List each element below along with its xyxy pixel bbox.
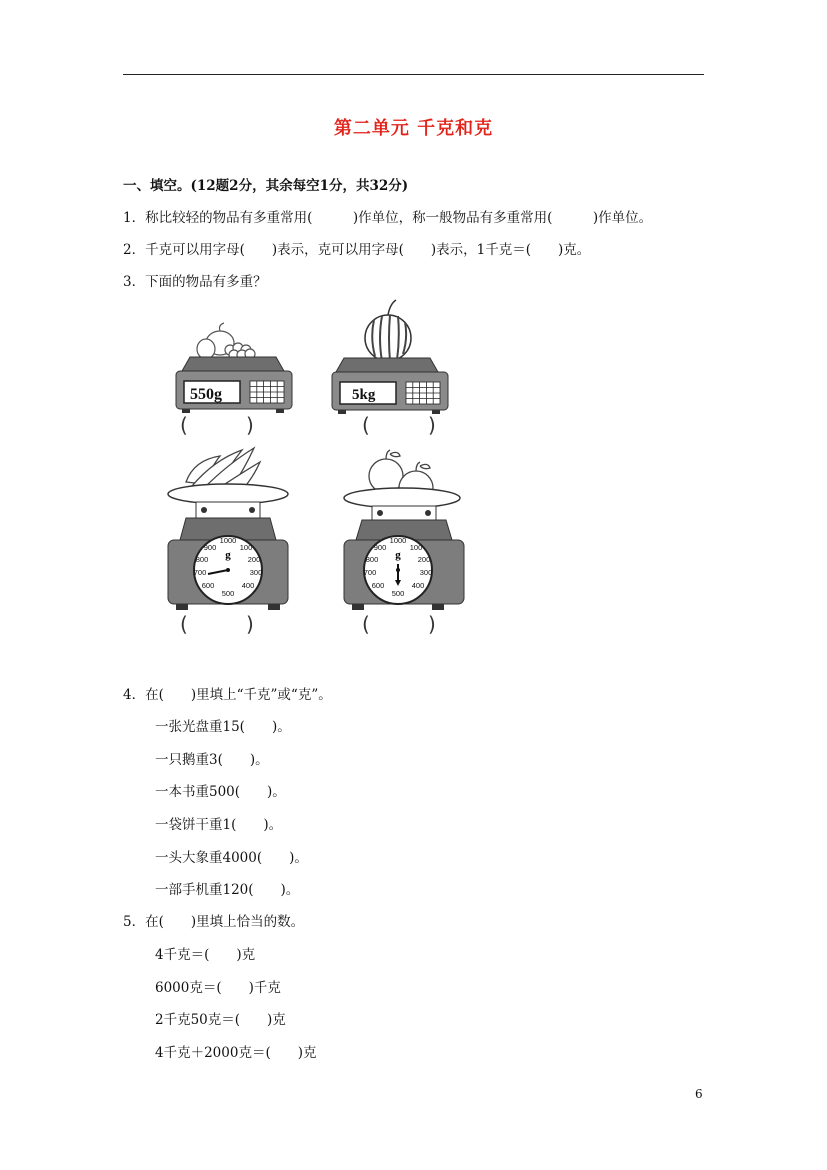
page-title: 第二单元 千克和克: [333, 118, 494, 139]
answer-paren-right: ): [246, 612, 254, 636]
section-heading: 一、填空。(12题2分，其余每空1分，共32分): [123, 178, 409, 194]
keypad-icon: [250, 381, 284, 403]
dial-mark: 300: [419, 568, 433, 577]
header-rule: [123, 74, 704, 75]
question-4-item: 一只鹅重3( )。: [155, 752, 269, 768]
scale-2-reading: 5kg: [352, 387, 376, 403]
dial-mark: 600: [371, 581, 385, 590]
question-2: 2．千克可以用字母( )表示，克可以用字母( )表示，1千克＝( )克。: [123, 242, 591, 258]
dial-mark: 700: [363, 568, 377, 577]
answer-paren-right: ): [428, 413, 436, 437]
dial-mark: 400: [241, 581, 255, 590]
dial-mark: 200: [247, 555, 261, 564]
dial-mark: 800: [365, 555, 379, 564]
question-5-item: 2千克50克＝( )克: [155, 1012, 286, 1028]
dial-mark: 100: [239, 543, 253, 552]
question-4-item: 一张光盘重15( )。: [155, 719, 291, 735]
dial-mark: 1000: [389, 536, 407, 545]
digital-scale-fruits: [168, 315, 298, 415]
dial-mark: 800: [195, 555, 209, 564]
dial-mark: 600: [201, 581, 215, 590]
dial-scale-apples: [342, 440, 470, 612]
answer-paren-left: (: [180, 612, 188, 636]
question-5-item: 4千克＝( )克: [155, 947, 256, 963]
dial-mark: 900: [203, 543, 217, 552]
answer-paren-right: ): [428, 612, 436, 636]
answer-paren-left: (: [180, 413, 188, 437]
dial-mark: 500: [221, 589, 235, 598]
dial-mark: 1000: [219, 536, 237, 545]
dial-mark: 400: [411, 581, 425, 590]
dial-mark: 100: [409, 543, 423, 552]
watermelon-icon: [365, 300, 411, 361]
question-4-item: 一头大象重4000( )。: [155, 850, 308, 866]
question-5-item: 4千克＋2000克＝( )克: [155, 1045, 317, 1061]
question-4-prompt: 4．在( )里填上“千克”或“克”。: [123, 687, 332, 703]
dial-mark: 900: [373, 543, 387, 552]
dial-mark: 300: [249, 568, 263, 577]
dial-mark: 500: [391, 589, 405, 598]
question-5-prompt: 5．在( )里填上恰当的数。: [123, 914, 305, 930]
digital-scale-watermelon: [330, 298, 450, 415]
dial-mark: 700: [193, 568, 207, 577]
answer-paren-left: (: [362, 413, 370, 437]
dial-mark: 200: [417, 555, 431, 564]
dial-unit: g: [395, 549, 401, 561]
dial-scale-bananas: [164, 440, 292, 612]
page-number: 6: [695, 1087, 703, 1101]
question-3: 3．下面的物品有多重？: [123, 274, 267, 290]
keypad-icon: [406, 382, 440, 404]
answer-paren-left: (: [362, 612, 370, 636]
grapes-pear-icon: [197, 323, 255, 360]
answer-paren-right: ): [246, 413, 254, 437]
dial-unit: g: [225, 549, 231, 561]
question-4-item: 一袋饼干重1( )。: [155, 817, 283, 833]
question-1: 1．称比较轻的物品有多重常用( )作单位，称一般物品有多重常用( )作单位。: [123, 210, 653, 226]
question-4-item: 一本书重500( )。: [155, 784, 286, 800]
question-5-item: 6000克＝( )千克: [155, 980, 281, 996]
scale-1-reading: 550g: [190, 386, 222, 403]
question-4-item: 一部手机重120( )。: [155, 882, 300, 898]
